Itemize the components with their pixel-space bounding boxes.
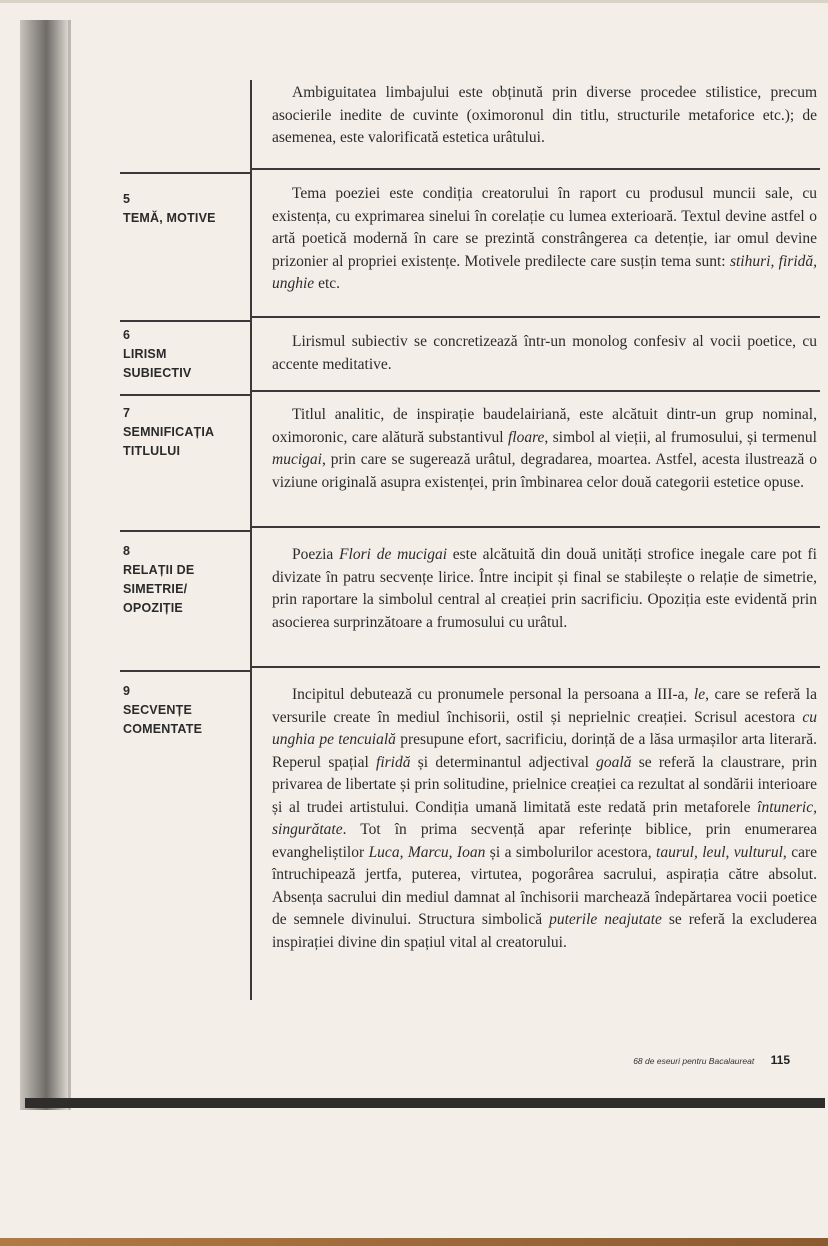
row-number: 5 xyxy=(123,192,131,206)
column-divider xyxy=(250,320,252,394)
text-run: , care întruchipează jertfa, puterea, virtutea, pogorârea sacrului, aspirația către absolut. Absența sacrului din mediul damnat al închisorii marchează îndepărtarea vocii poetice de semnele divinului. Structura simbolică xyxy=(272,843,818,928)
row-separator-left xyxy=(120,394,250,396)
italic-text-run: le xyxy=(693,686,706,703)
italic-text-run: puterile neajutate xyxy=(549,911,662,928)
italic-text-run: firidă xyxy=(376,753,411,771)
paragraph: Ambiguitatea limbajului este obținută prin diverse procedee stilistice, precum asocierile inedite de cuvinte (oximoronul din titlu, structurile metaforice etc.); de asemenea, este valorificată estetica urâtului. xyxy=(272,84,817,146)
row-text xyxy=(272,331,817,376)
row-number: 9 xyxy=(123,684,131,698)
row-separator-left xyxy=(120,530,250,532)
row-title: LIRISM SUBIECTIV xyxy=(123,347,192,380)
paragraph xyxy=(272,404,817,494)
page-number: 115 xyxy=(770,1053,790,1067)
row-label xyxy=(123,190,243,228)
row-separator-right xyxy=(250,168,820,170)
text-run: și a simbolurilor acestora, xyxy=(485,843,657,861)
row-separator-right xyxy=(250,526,820,528)
column-divider xyxy=(250,80,252,172)
row-separator-left xyxy=(120,670,250,672)
italic-text-run: goală xyxy=(596,753,632,771)
page-footer xyxy=(560,1051,790,1069)
table-row-secvente xyxy=(120,670,820,1000)
row-separator-right xyxy=(250,666,820,668)
column-divider xyxy=(250,530,252,670)
page-bottom-shadow xyxy=(25,1098,825,1108)
table-surface-edge xyxy=(0,1238,828,1246)
row-label xyxy=(123,326,243,383)
column-divider xyxy=(250,172,252,320)
page-top-edge xyxy=(0,0,828,3)
text-run: presupune efort, sacrificiu, dorință de a lăsa urmașilor arta literară. Reperul spațial xyxy=(272,731,817,771)
text-run: Tema poeziei este condiția creatorului în raport cu produsul muncii sale, cu existența, cu exprimarea sinelui în corelație cu lumea exterioară. Textul devine astfel o artă poetică modernă în care se prezintă constrângerea ca detenție, iar omul devine prizonier al propriei existențe. Motivele predilecte care susțin tema sunt: xyxy=(272,185,817,270)
row-text xyxy=(272,183,817,296)
italic-text-run: mucigai xyxy=(272,451,322,468)
text-run: , prin care se sugerează urâtul, degradarea, moartea. Astfel, acesta ilustrează o viziune originală asupra existenței, prin îmbinarea celor două categorii estetice opuse. xyxy=(272,451,817,491)
italic-text-run: taurul, leul, vulturul xyxy=(656,843,783,861)
row-title: SECVENȚE COMENTATE xyxy=(123,703,203,736)
row-separator-left xyxy=(120,320,250,322)
book-binding xyxy=(20,20,68,1110)
spine-line xyxy=(68,20,71,1110)
text-run: Titlul analitic, de inspirație baudelairiană, este alcătuit dintr-un grup nominal, oximoronic, care alătură substantivul xyxy=(272,406,817,446)
row-text xyxy=(272,544,817,634)
row-text xyxy=(272,82,817,150)
paragraph xyxy=(272,544,817,634)
row-number: 6 xyxy=(123,328,131,342)
row-separator-left xyxy=(120,172,250,174)
book-title: 68 de eseuri pentru Bacalaureat xyxy=(633,1056,755,1066)
italic-text-run: cu unghia pe tencuială xyxy=(272,708,817,748)
row-number: 7 xyxy=(123,406,131,420)
row-title: TEMĂ, MOTIVE xyxy=(123,211,216,225)
text-run: etc. xyxy=(314,275,341,292)
text-run: Incipitul debutează cu pronumele personal la persoana a III-a, xyxy=(292,686,694,703)
text-run: . Tot în prima secvență apar referințe biblice, prin enumerarea evangheliștilor xyxy=(272,821,817,861)
italic-text-run: Flori de mucigai xyxy=(339,546,448,563)
italic-text-run: întuneric, singurătate xyxy=(272,798,817,838)
row-text xyxy=(272,684,817,954)
table-row-semnificatia xyxy=(120,394,820,530)
table-row-ambiguity xyxy=(120,80,820,172)
text-run: și determinantul adjectival xyxy=(410,753,597,771)
table-row-relatii xyxy=(120,530,820,670)
text-run: , care se referă la versurile create în mediul închisorii, ostil și neprielnic creației. Scrisul acestora xyxy=(272,686,817,726)
row-number: 8 xyxy=(123,544,131,558)
row-text xyxy=(272,404,817,494)
row-separator-right xyxy=(250,390,820,392)
row-label xyxy=(123,542,243,618)
row-title: SEMNIFICAȚIA TITLULUI xyxy=(123,425,214,458)
text-run: Poezia xyxy=(292,546,340,563)
text-run: se referă la excluderea inspirației divine din spațiul vital al creatorului. xyxy=(272,911,818,951)
paragraph: Lirismul subiectiv se concretizează într-un monolog confesiv al vocii poetice, cu accente meditative. xyxy=(272,333,817,373)
italic-text-run: floare xyxy=(507,428,545,446)
italic-text-run: stihuri, firidă, unghie xyxy=(272,252,818,292)
row-separator-right xyxy=(250,316,820,318)
column-divider xyxy=(250,670,252,1000)
table-row-tema xyxy=(120,172,820,320)
italic-text-run: Luca, Marcu, Ioan xyxy=(368,843,486,861)
row-label xyxy=(123,682,243,739)
table-row-lirism xyxy=(120,320,820,394)
column-divider xyxy=(250,394,252,530)
text-run: este alcătuită din două unități strofice inegale care pot fi divizate în patru secvențe lirice. Între incipit și final se stabilește o relație de simetrie, prin raportare la simbolul central al creației prin sacrificiu. Opoziția este evidentă prin asocierea surprinzătoare a frumosului cu urâtul. xyxy=(272,546,817,631)
text-run: se referă la claustrare, prin privarea de libertate și prin solitudine, prielnice creației ca rezultat al sondării interioare și al trudei artistului. Condiția umană limitată este redată prin metaforele xyxy=(272,753,817,816)
paragraph xyxy=(272,684,817,954)
paragraph xyxy=(272,183,817,296)
text-run: , simbol al vieții, al frumosului, și termenul xyxy=(544,428,817,446)
row-label xyxy=(123,404,243,461)
row-title: RELAȚII DE SIMETRIE/ OPOZIȚIE xyxy=(123,563,195,615)
